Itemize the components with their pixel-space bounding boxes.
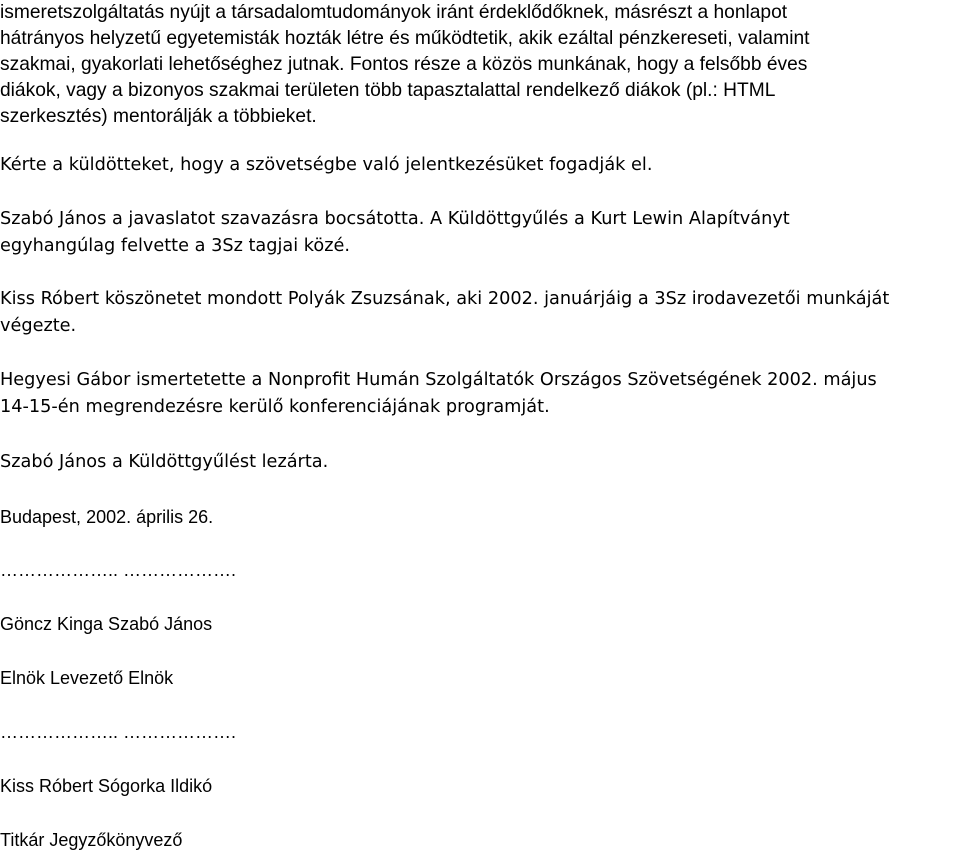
intro-line-1: ismeretszolgáltatás nyújt a társadalomtudományok iránt érdeklődőknek, másrészt a honlapot [0,2,788,23]
paragraph-application-line: Kérte a küldötteket, hogy a szövetségbe való jelentkezésüket fogadják el. [0,155,653,175]
signers-roles-2 [0,827,960,854]
paragraph-conference-line-1: Hegyesi Gábor ismertetette a Nonprofit Humán Szolgáltatók Országos Szövetségének 2002. május [0,370,877,390]
signers-names-2 [0,773,960,800]
signers-names-1-text: Göncz Kinga Szabó János [0,614,213,634]
intro-line-2: hátrányos helyzetű egyetemisták hozták létre és működtetik, akik ezáltal pénzkereseti, valamint [0,28,810,49]
paragraph-conference-line-2: 14-15-én megrendezésre kerülő konferenciájának programját. [0,397,550,417]
intro-line-4: diákok, vagy a bizonyos szakmai területen több tapasztalattal rendelkező diákok (pl.: HTML [0,80,776,101]
signature-line-2 [0,719,960,746]
paragraph-application [0,152,960,179]
paragraph-thanks [0,286,960,340]
intro-paragraph [0,0,960,130]
signature-dots-1: ……………….. ………………. [0,560,237,580]
paragraph-thanks-line-1: Kiss Róbert köszönetet mondott Polyák Zsuzsának, aki 2002. januárjáig a 3Sz irodavezetői munkáját [0,289,890,309]
paragraph-conference [0,367,960,421]
signature-line-1 [0,557,960,584]
signers-roles-1-text: Elnök Levezető Elnök [0,668,174,688]
signers-roles-1 [0,665,960,692]
paragraph-closing-line: Szabó János a Küldöttgyűlést lezárta. [0,452,329,472]
date-line [0,504,960,531]
intro-line-5: szerkesztés) mentorálják a többieket. [0,106,317,127]
paragraph-closing [0,449,960,476]
paragraph-vote [0,206,960,260]
paragraph-thanks-line-2: végezte. [0,316,77,336]
paragraph-vote-line-1: Szabó János a javaslatot szavazásra bocsátotta. A Küldöttgyűlés a Kurt Lewin Alapítványt [0,209,790,229]
paragraph-vote-line-2: egyhangúlag felvette a 3Sz tagjai közé. [0,236,350,256]
signature-dots-2: ……………….. ………………. [0,722,237,742]
signers-names-1 [0,611,960,638]
intro-line-3: szakmai, gyakorlati lehetőséghez jutnak. Fontos része a közös munkának, hogy a felsőbb éves [0,54,808,75]
signers-roles-2-text: Titkár Jegyzőkönyvező [0,830,183,850]
signers-names-2-text: Kiss Róbert Sógorka Ildikó [0,776,213,796]
date-text: Budapest, 2002. április 26. [0,507,214,527]
